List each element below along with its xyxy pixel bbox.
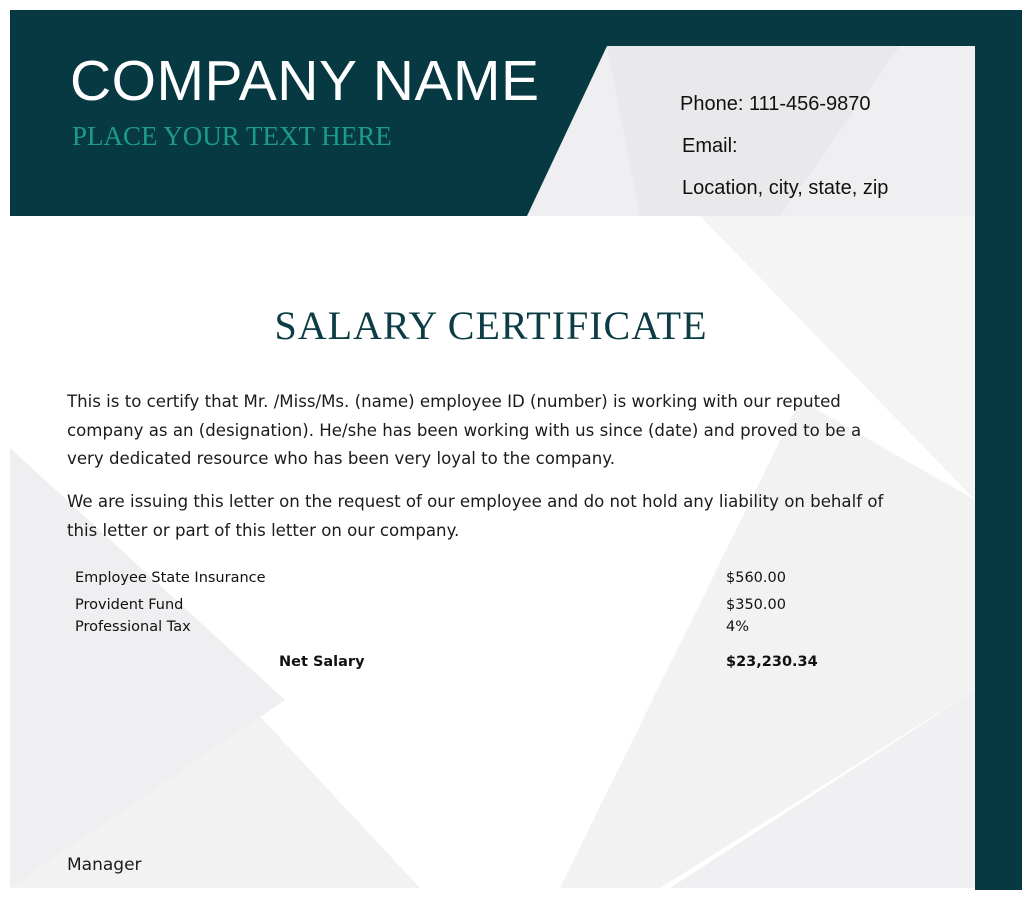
certificate-paragraph-1: This is to certify that Mr. /Miss/Ms. (name) employee ID (number) is working with our reputed company as an (designation). He/she has been working with us since (date) and proved to be a very dedicated resource who has been very loyal to the company. (67, 392, 862, 468)
net-salary-value: $23,230.34 (726, 654, 818, 670)
salary-row-label-provident-fund: Provident Fund (75, 597, 184, 613)
contact-phone: Phone: 111-456-9870 (680, 93, 871, 115)
contact-email: Email: (682, 135, 738, 157)
net-salary-label: Net Salary (279, 654, 365, 670)
company-tagline: PLACE YOUR TEXT HERE (72, 121, 392, 151)
salary-row-label-esi: Employee State Insurance (75, 570, 266, 586)
salary-row-value-provident-fund: $350.00 (726, 597, 786, 613)
company-name: COMPANY NAME (70, 49, 540, 113)
salary-row-value-professional-tax: 4% (726, 619, 750, 635)
salary-row-label-professional-tax: Professional Tax (75, 619, 191, 635)
right-dark-band (975, 10, 1022, 890)
salary-row-value-esi: $560.00 (726, 570, 786, 586)
signature-manager: Manager (67, 855, 142, 875)
contact-location: Location, city, state, zip (682, 177, 889, 199)
certificate-title: SALARY CERTIFICATE (274, 303, 708, 348)
certificate-paragraph-2: We are issuing this letter on the request of our employee and do not hold any liability on behalf of this letter or part of this letter on our company. (67, 492, 884, 540)
